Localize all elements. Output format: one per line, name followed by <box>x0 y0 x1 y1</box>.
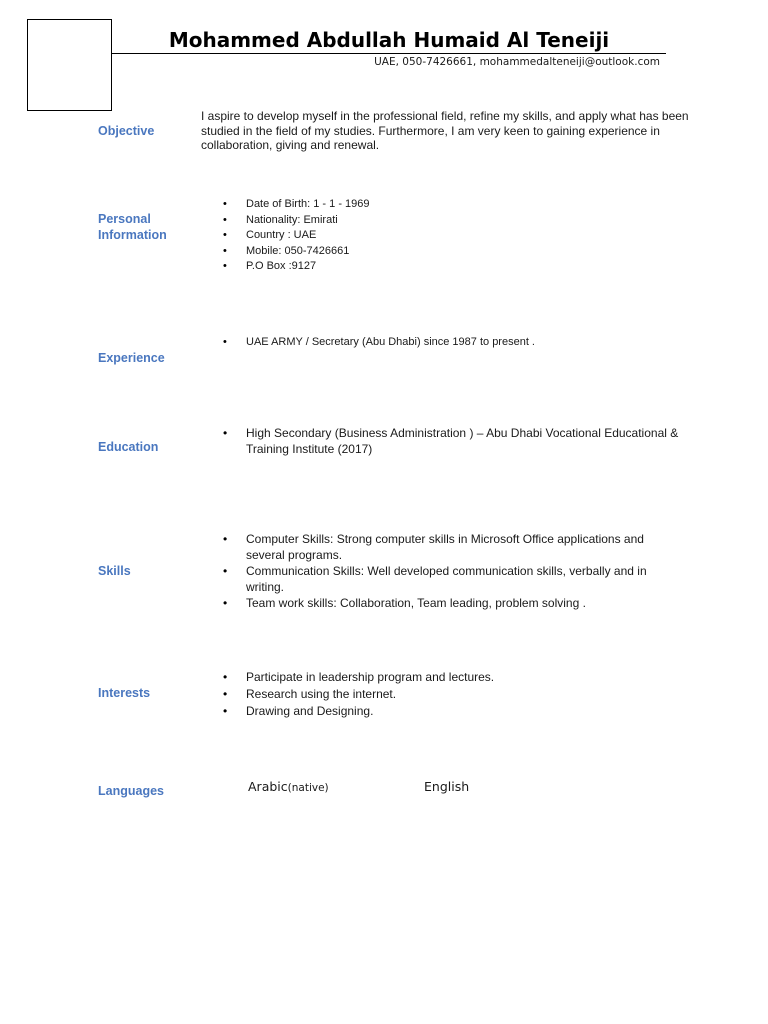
personal-info-label: Personal Information <box>98 212 167 242</box>
personal-info-list <box>223 197 370 275</box>
education-label: Education <box>98 440 159 454</box>
objective-text: I aspire to develop myself in the professional field, refine my skills, and apply what has been studied in the field of my studies. Furthermore, I am very keen to gaining experience in collaboration, giving and renewal. <box>201 109 689 152</box>
experience-label: Experience <box>98 351 165 365</box>
language-arabic-note: (native) <box>287 782 329 794</box>
list-item: • Country : UAE <box>223 228 370 244</box>
list-item: • UAE ARMY / Secretary (Abu Dhabi) since 1987 to present . <box>223 335 535 351</box>
education-list <box>223 425 691 457</box>
skills-label: Skills <box>98 564 131 578</box>
list-item: • Drawing and Designing. <box>223 703 678 720</box>
language-english: English <box>424 779 470 794</box>
language-arabic: Arabic(native) <box>248 779 329 794</box>
photo-placeholder <box>27 19 112 111</box>
skills-list <box>223 531 678 611</box>
experience-list <box>223 335 535 351</box>
interests-label: Interests <box>98 686 151 700</box>
list-item: • Date of Birth: 1 - 1 - 1969 <box>223 197 370 213</box>
list-item: • Nationality: Emirati <box>223 213 370 229</box>
list-item: • High Secondary (Business Administration ) – Abu Dhabi Vocational Educational & Training Institute (2017) <box>223 425 691 457</box>
objective-label: Objective <box>98 124 155 138</box>
header-divider <box>112 53 666 54</box>
candidate-name: Mohammed Abdullah Humaid Al Teneiji <box>168 28 610 52</box>
languages-label: Languages <box>98 784 164 798</box>
list-item: • Computer Skills: Strong computer skills in Microsoft Office applications and several programs. <box>223 531 678 563</box>
list-item: • Team work skills: Collaboration, Team leading, problem solving . <box>223 595 678 611</box>
list-item: • Communication Skills: Well developed communication skills, verbally and in writing. <box>223 563 678 595</box>
list-item: • P.O Box :9127 <box>223 259 370 275</box>
contact-line: UAE, 050-7426661, mohammedalteneiji@outlook.com <box>374 56 660 68</box>
list-item: • Mobile: 050-7426661 <box>223 244 370 260</box>
interests-list <box>223 669 678 720</box>
list-item: • Participate in leadership program and lectures. <box>223 669 678 686</box>
list-item: • Research using the internet. <box>223 686 678 703</box>
